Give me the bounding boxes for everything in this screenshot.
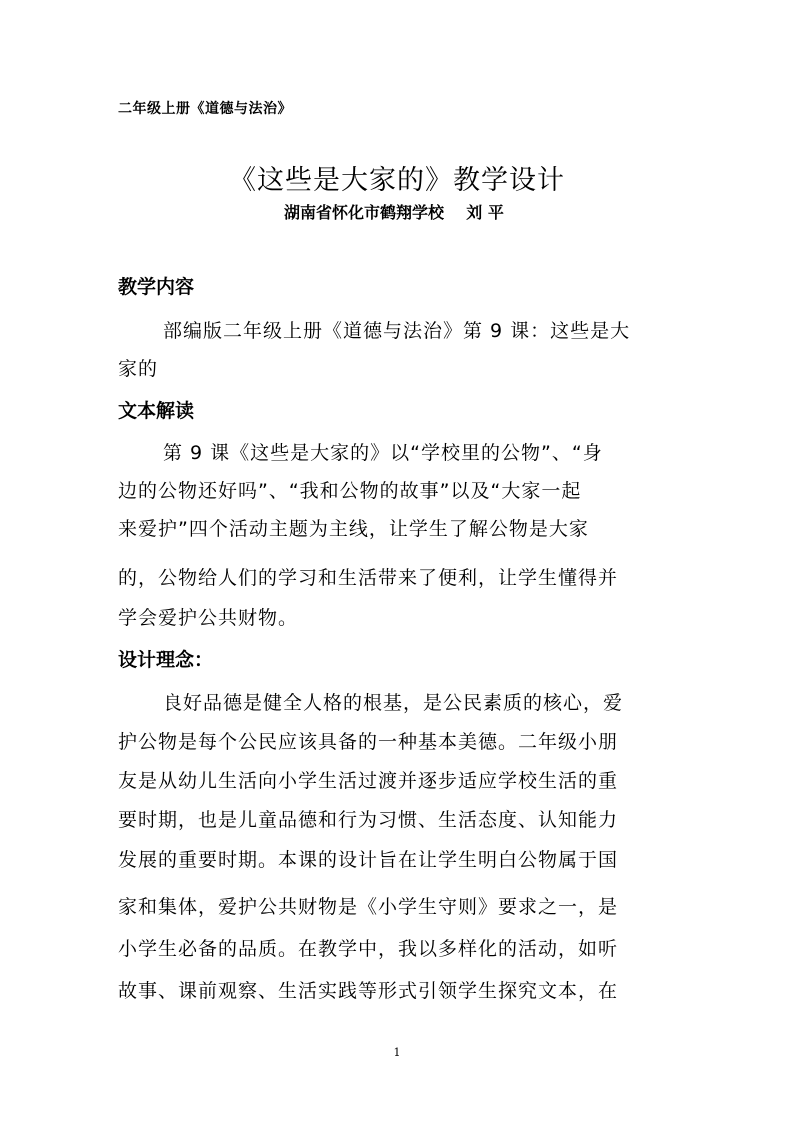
paragraph-line: 部编版二年级上册《道德与法治》第 9 课：这些是大	[163, 320, 631, 342]
paragraph-line: 护公物是每个公民应该具备的一种基本美德。二年级小朋	[118, 731, 619, 753]
section-heading-teaching-content: 教学内容	[118, 276, 195, 298]
page-number: 1	[393, 1046, 401, 1059]
paragraph-line: 友是从幼儿生活向小学生活过渡并逐步适应学校生活的重	[118, 770, 619, 792]
paragraph-line: 要时期，也是儿童品德和行为习惯、生活态度、认知能力	[118, 809, 619, 831]
paragraph-line: 小学生必备的品质。在教学中，我以多样化的活动，如听	[118, 938, 619, 960]
document-title: 《这些是大家的》教学设计	[229, 165, 565, 196]
author-line: 湖南省怀化市鹤翔学校 刘 平	[284, 203, 504, 222]
paragraph-line: 发展的重要时期。本课的设计旨在让学生明白公物属于国	[118, 849, 619, 871]
paragraph-line: 的，公物给人们的学习和生活带来了便利，让学生懂得并	[118, 567, 619, 589]
paragraph-line: 家的	[118, 358, 159, 380]
section-heading-text-analysis: 文本解读	[118, 400, 195, 422]
paragraph-line: 学会爱护公共财物。	[118, 607, 299, 629]
paragraph-line: 第 9 课《这些是大家的》以“学校里的公物”、“身	[163, 442, 603, 464]
paragraph-line: 良好品德是健全人格的根基，是公民素质的核心，爱	[163, 692, 624, 714]
paragraph-line: 来爱护”四个活动主题为主线，让学生了解公物是大家	[118, 518, 589, 540]
paragraph-line: 边的公物还好吗”、“我和公物的故事”以及“大家一起	[118, 480, 582, 502]
paragraph-line: 家和集体，爱护公共财物是《小学生守则》要求之一，是	[118, 896, 619, 918]
paragraph-line: 故事、课前观察、生活实践等形式引领学生探究文本，在	[118, 980, 619, 1002]
section-heading-design-concept: 设计理念：	[118, 649, 214, 671]
header-note: 二年级上册《道德与法治》	[118, 101, 292, 117]
